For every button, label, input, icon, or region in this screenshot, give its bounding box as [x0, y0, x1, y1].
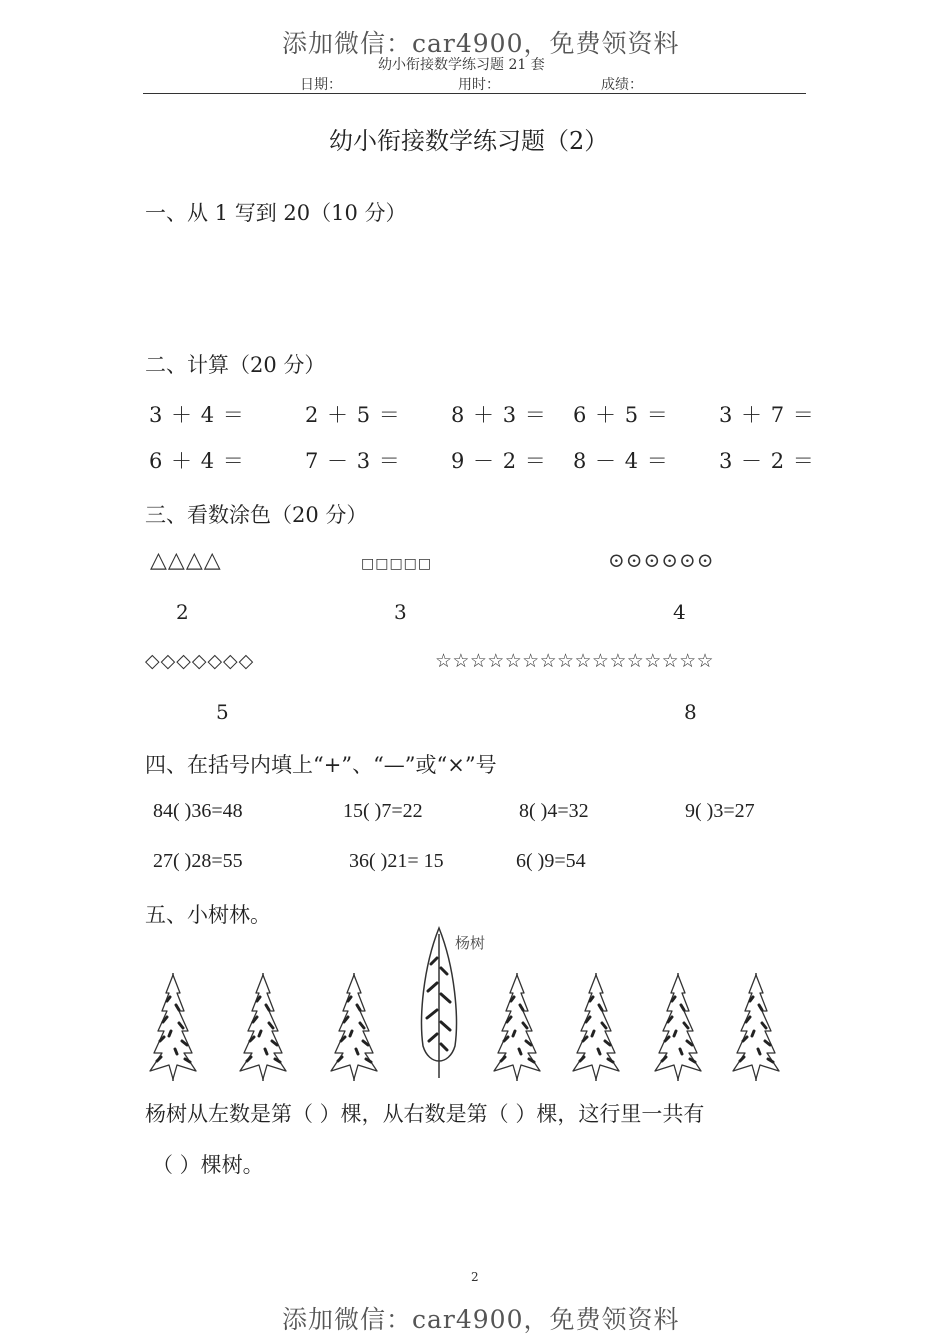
pine-tree-4: [494, 973, 540, 1081]
calc-item: 3 － 2 ＝: [719, 449, 815, 473]
diamonds-group: ◇◇◇◇◇◇◇: [145, 650, 255, 672]
section5-heading: 五、小树林。: [145, 903, 271, 927]
score-label: 成绩：: [601, 77, 643, 93]
watermark-top: 添加微信：car4900，免费领资料: [282, 29, 680, 58]
stars-group: ☆☆☆☆☆☆☆☆☆☆☆☆☆☆☆☆: [435, 650, 714, 672]
calc-item: 8 ＋ 3 ＝: [451, 403, 547, 427]
date-label: 日期：: [300, 77, 342, 93]
fill-sign-item: 36( )21= 15: [349, 850, 444, 872]
fill-sign-item: 8( )4=32: [519, 800, 589, 822]
watermark-bottom: 添加微信：car4900，免费领资料: [282, 1305, 680, 1334]
time-label: 用时：: [458, 77, 500, 93]
calc-item: 6 ＋ 5 ＝: [573, 403, 669, 427]
pine-tree-7: [733, 973, 779, 1081]
calc-item: 9 － 2 ＝: [451, 449, 547, 473]
calc-item: 8 － 4 ＝: [573, 449, 669, 473]
section2-heading: 二、计算（20 分）: [145, 353, 326, 377]
fill-sign-item: 27( )28=55: [153, 850, 243, 872]
fill-sign-item: 9( )3=27: [685, 800, 755, 822]
triangles-group: △△△△: [150, 548, 222, 573]
page-number: 2: [471, 1270, 479, 1284]
squares-group: □□□□□: [361, 556, 433, 572]
pine-tree-6: [655, 973, 701, 1081]
pine-tree-1: [150, 973, 196, 1081]
count-triangles: 2: [176, 600, 189, 624]
calc-item: 3 ＋ 4 ＝: [149, 403, 245, 427]
question-line-2: （ ）棵树。: [152, 1153, 264, 1177]
circles-group: ⊙⊙⊙⊙⊙⊙: [608, 548, 715, 572]
calc-item: 6 ＋ 4 ＝: [149, 449, 245, 473]
fill-sign-item: 84( )36=48: [153, 800, 243, 822]
section1-heading: 一、从 1 写到 20（10 分）: [145, 201, 407, 225]
count-diamonds: 5: [216, 700, 229, 724]
poplar-label: 杨树: [455, 934, 486, 952]
fill-sign-item: 15( )7=22: [343, 800, 423, 822]
pine-tree-5: [573, 973, 619, 1081]
calc-item: 3 ＋ 7 ＝: [719, 403, 815, 427]
pine-tree-2: [240, 973, 286, 1081]
calc-item: 7 － 3 ＝: [305, 449, 401, 473]
count-stars: 8: [684, 700, 697, 724]
count-circles: 4: [673, 600, 686, 624]
section3-heading: 三、看数涂色（20 分）: [145, 503, 368, 527]
count-squares: 3: [394, 600, 407, 624]
calc-item: 2 ＋ 5 ＝: [305, 403, 401, 427]
question-line-1: 杨树从左数是第（ ）棵，从右数是第（ ）棵，这行里一共有: [145, 1102, 705, 1126]
pine-tree-3: [331, 973, 377, 1081]
page-title: 幼小衔接数学练习题（2）: [329, 127, 609, 155]
section4-heading: 四、在括号内填上“+”、“—”或“×”号: [145, 753, 497, 777]
fill-sign-item: 6( )9=54: [516, 850, 586, 872]
poplar-tree: [422, 928, 457, 1078]
header-subtitle: 幼小衔接数学练习题 21 套: [378, 57, 545, 73]
